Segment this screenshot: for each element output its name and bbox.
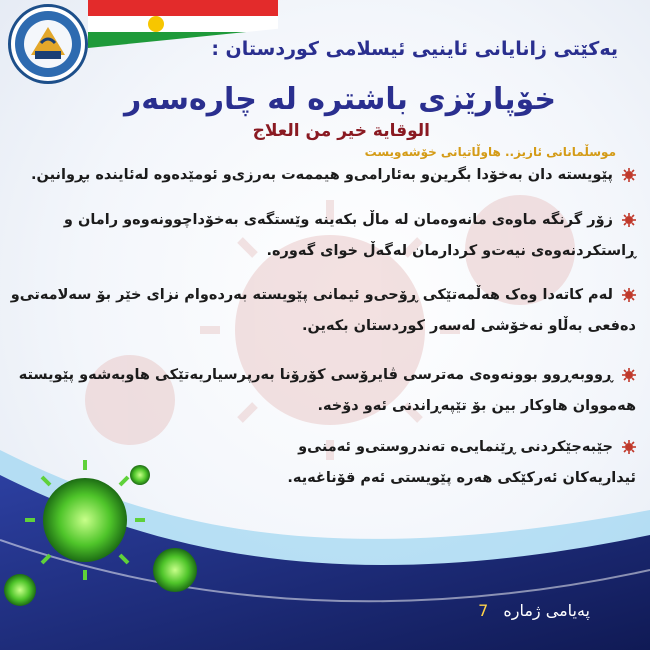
point-4	[6, 360, 636, 422]
virus-bullet-icon	[622, 213, 636, 227]
arabic-subtitle: الوقاية خير من العلاج	[252, 121, 430, 141]
virus-bullet-icon	[622, 168, 636, 182]
point-text: جێبەجێکردنی ڕێنمایی‌ە تەندروستی‌و ئەمنی‌و ئیداریەکان ئەرکێکی هەرە پێویستی ئەم قۆناغەیە.	[287, 439, 636, 486]
issue-number: 7	[478, 601, 489, 620]
virus-bullet-icon	[622, 368, 636, 382]
point-1	[6, 160, 636, 191]
point-text: زۆر گرنگە ماوەی مانەوەمان لە ماڵ بکەینە وێستگەی بەخۆداچوونەوەو رامان و ڕاستکردنەوەی نیەت‌و کردارمان لەگەڵ خوای گەورە.	[63, 212, 636, 259]
point-text: لەم کاتەدا وەک هەڵمەتێکی ڕۆحی‌و ئیمانی پێویستە بەردەوام نزای خێر بۆ سەلامەتی‌و دەفعی بەڵاو نەخۆشی لەسەر کوردستان بکەین.	[10, 287, 636, 334]
point-3	[6, 280, 636, 342]
issue-label-text: پەیامی ژمارە	[503, 601, 590, 620]
organization-title: یەکێتی زانایانی ئاینیی ئیسلامی کوردستان :	[211, 38, 618, 60]
organization-logo-icon	[8, 4, 88, 84]
main-title: خۆپارێزی باشترە لە چارەسەر	[124, 82, 556, 117]
issue-label	[478, 601, 590, 620]
virus-bullet-icon	[622, 288, 636, 302]
point-text: ڕووبەڕوو بوونەوەی مەترسی ڤایرۆسی کۆرۆنا بەرپرسیاریەتێکی هاوبەشەو پێویستە هەمووان هاوکار بین بۆ تێپەڕاندنی ئەو دۆخە.	[18, 367, 636, 414]
greeting-line: موسڵمانانی ئازیز.. هاوڵاتیانی خۆشەویست	[364, 145, 616, 159]
point-text: پێویستە دان بەخۆدا بگرین‌و بەئارامی‌و هیممەت بەرزی‌و ئومێدەوە لەئایندە بڕوانین.	[31, 167, 613, 183]
point-2	[6, 205, 636, 267]
